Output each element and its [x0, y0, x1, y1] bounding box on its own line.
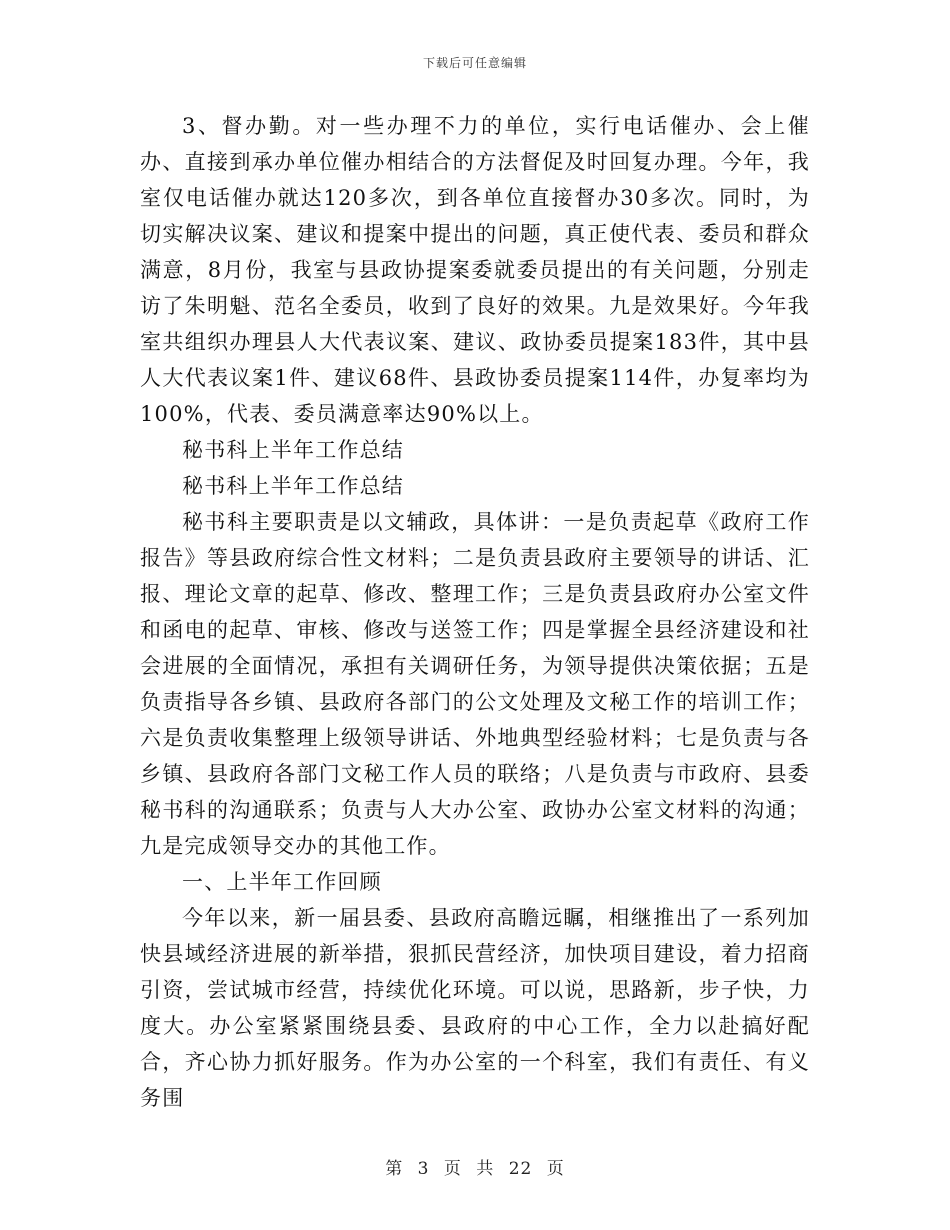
- section-subtitle: 秘书科上半年工作总结: [182, 474, 404, 498]
- paragraph-supervision: 3、督办勤。对一些办理不力的单位，实行电话催办、会上催办、直接到承办单位催办相结合的方法督促及时回复办理。今年，我室仅电话催办就达120多次，到各单位直接督办30多次。同时，为切实解决议案、建议和提案中提出的问题，真正使代表、委员和群众满意，8月份，我室与县政协提案委就委员提出的有关问题，分别走访了朱明魁、范名全委员，收到了良好的效果。九是效果好。今年我室共组织办理县人大代表议案、建议、政协委员提案183件，其中县人大代表议案1件、建议68件、县政协委员提案114件，办复率均为100%，代表、委员满意率达90%以上。: [140, 114, 810, 426]
- document-body: [140, 108, 810, 1116]
- section-title: 秘书科上半年工作总结: [182, 438, 404, 462]
- paragraph-review: 今年以来，新一届县委、县政府高瞻远瞩，相继推出了一系列加快县域经济进展的新举措，狠抓民营经济，加快项目建设，着力招商引资，尝试城市经营，持续优化环境。可以说，思路新，步子快，力度大。办公室紧紧围绕县委、县政府的中心工作，全力以赴搞好配合，齐心协力抓好服务。作为办公室的一个科室，我们有责任、有义务围: [140, 906, 810, 1110]
- footer-label-page: 第: [385, 1159, 404, 1179]
- paragraph-duties: 秘书科主要职责是以文辅政，具体讲：一是负责起草《政府工作报告》等县政府综合性文材料；二是负责县政府主要领导的讲话、汇报、理论文章的起草、修改、整理工作；三是负责县政府办公室文件和函电的起草、审核、修改与送签工作；四是掌握全县经济建设和社会进展的全面情况，承担有关调研任务，为领导提供决策依据；五是负责指导各乡镇、县政府各部门的公文处理及文秘工作的培训工作；六是负责收集整理上级领导讲话、外地典型经验材料；七是负责与各乡镇、县政府各部门文秘工作人员的联络；八是负责与市政府、县委秘书科的沟通联系；负责与人大办公室、政协办公室文材料的沟通；九是完成领导交办的其他工作。: [140, 510, 810, 858]
- heading-review: 一、上半年工作回顾: [182, 870, 382, 894]
- page-footer: [0, 1154, 950, 1179]
- page-header: 下载后可任意编辑: [422, 56, 527, 70]
- footer-label-total: 共: [476, 1159, 495, 1179]
- footer-label-total-unit: 页: [546, 1159, 565, 1179]
- footer-label-page-unit: 页: [443, 1159, 462, 1179]
- current-page-number: 3: [417, 1159, 430, 1179]
- total-pages-number: 22: [508, 1159, 533, 1179]
